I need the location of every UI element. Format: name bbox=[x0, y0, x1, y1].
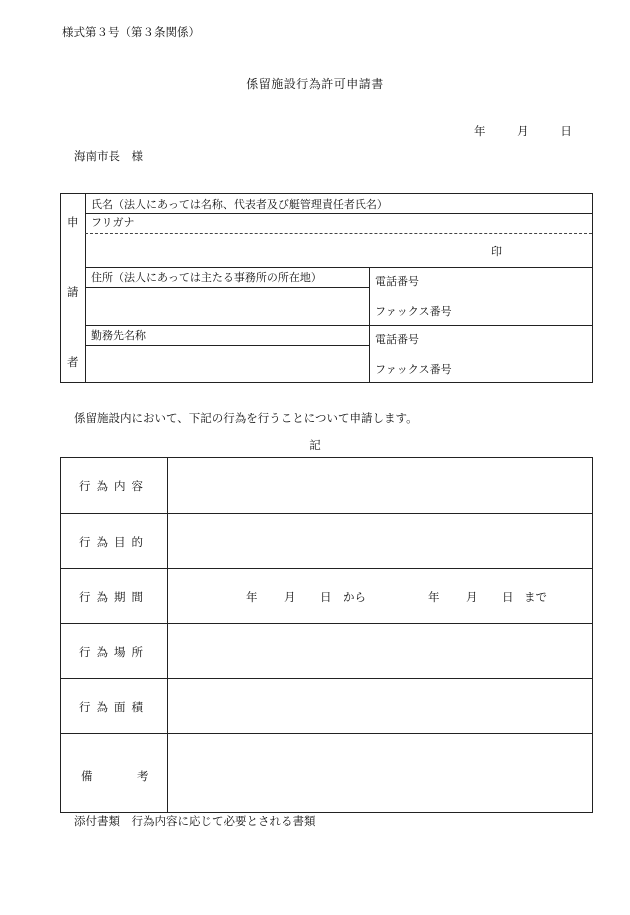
activity-content-label: 行為内容 bbox=[79, 478, 149, 493]
remarks-label-char-1: 備 bbox=[81, 768, 93, 783]
remarks-label-char-2: 考 bbox=[137, 768, 149, 783]
applicant-table bbox=[60, 193, 593, 383]
form-number: 様式第３号（第３条関係） bbox=[62, 25, 200, 39]
ki-heading: 記 bbox=[309, 438, 321, 452]
seal-mark: 印 bbox=[491, 245, 502, 258]
address-label: 住所（法人にあっては主たる事務所の所在地） bbox=[91, 271, 322, 284]
address-input[interactable] bbox=[86, 288, 369, 324]
activity-period-label: 行為期間 bbox=[79, 589, 149, 604]
activity-purpose-input[interactable] bbox=[168, 514, 592, 569]
period-from-year: 年 bbox=[246, 589, 258, 604]
activity-area-label: 行為面積 bbox=[79, 699, 149, 714]
attachment-note: 添付書類 行為内容に応じて必要とされる書類 bbox=[74, 814, 316, 828]
statement-text: 係留施設内において、下記の行為を行うことについて申請します。 bbox=[74, 411, 418, 425]
fax-label-1: ファックス番号 bbox=[375, 305, 452, 318]
addressee: 海南市長 様 bbox=[74, 149, 143, 163]
activity-location-label: 行為場所 bbox=[79, 644, 149, 659]
date-day: 日 bbox=[560, 124, 572, 138]
name-label: 氏名（法人にあっては名称、代表者及び艇管理責任者氏名） bbox=[91, 198, 388, 211]
activity-content-input[interactable] bbox=[168, 458, 592, 513]
workplace-input[interactable] bbox=[86, 346, 369, 382]
page-title: 係留施設行為許可申請書 bbox=[246, 77, 384, 91]
period-to-day: 日 bbox=[502, 589, 514, 604]
period-from-text: から bbox=[343, 589, 366, 604]
activity-location-input[interactable] bbox=[168, 624, 592, 679]
applicant-side-label-2: 請 bbox=[67, 285, 79, 299]
phone-label-2: 電話番号 bbox=[375, 333, 419, 346]
period-to-year: 年 bbox=[428, 589, 440, 604]
activity-row-remarks bbox=[61, 733, 592, 813]
period-to-month: 月 bbox=[466, 589, 478, 604]
furigana-label: フリガナ bbox=[91, 216, 135, 229]
date-year: 年 bbox=[474, 124, 486, 138]
activity-row-content bbox=[61, 458, 592, 513]
applicant-side-label-1: 申 bbox=[67, 215, 79, 229]
workplace-label: 勤務先名称 bbox=[91, 329, 146, 342]
activity-row-period bbox=[61, 568, 592, 624]
activity-remarks-input[interactable] bbox=[168, 734, 592, 813]
date-line bbox=[474, 126, 572, 138]
applicant-side-label-3: 者 bbox=[67, 355, 79, 369]
period-from-day: 日 bbox=[320, 589, 332, 604]
activity-period-input[interactable] bbox=[168, 569, 592, 624]
activity-row-area bbox=[61, 678, 592, 734]
activity-row-location bbox=[61, 623, 592, 679]
period-from-month: 月 bbox=[284, 589, 296, 604]
activity-purpose-label: 行為目的 bbox=[79, 534, 149, 549]
fax-label-2: ファックス番号 bbox=[375, 363, 452, 376]
activity-area-input[interactable] bbox=[168, 679, 592, 734]
name-input[interactable] bbox=[86, 234, 592, 267]
period-to-text: まで bbox=[524, 589, 547, 604]
date-month: 月 bbox=[517, 124, 529, 138]
activity-table bbox=[60, 457, 593, 813]
activity-remarks-label bbox=[61, 768, 167, 783]
activity-row-purpose bbox=[61, 513, 592, 569]
phone-label-1: 電話番号 bbox=[375, 275, 419, 288]
